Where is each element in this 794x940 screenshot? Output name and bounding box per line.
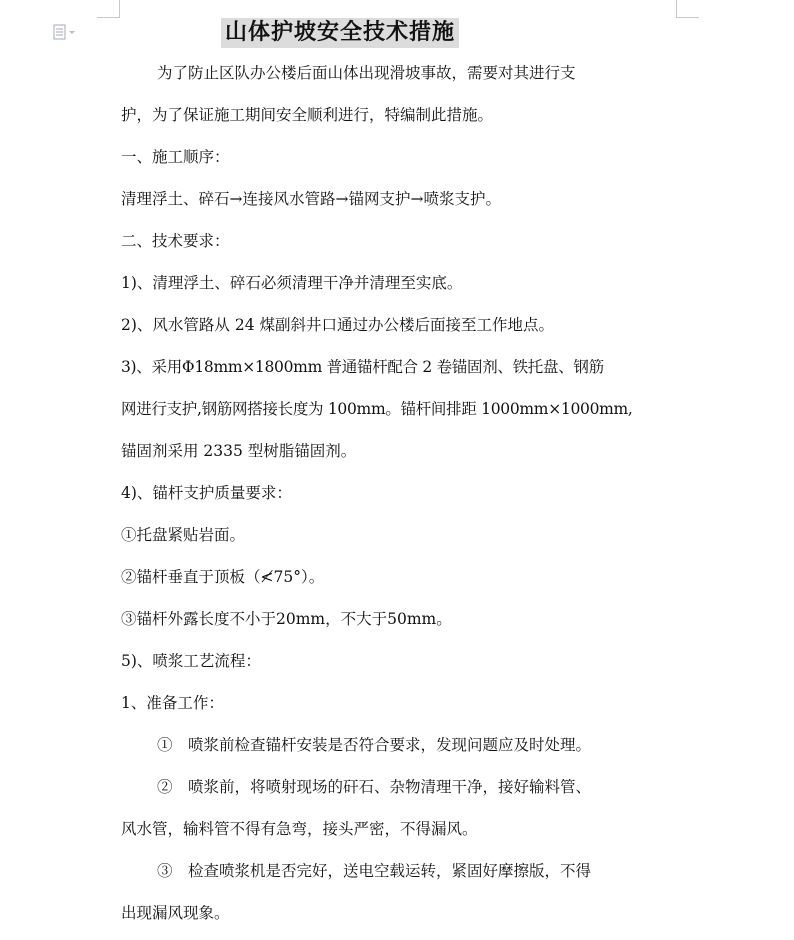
section-heading: 二、技术要求： xyxy=(121,232,230,250)
paragraph-line: 出现漏风现象。 xyxy=(121,904,230,922)
paragraph-line: 清理浮土、碎石→连接风水管路→锚网支护→喷浆支护。 xyxy=(121,190,501,208)
list-item: 4)、锚杆支护质量要求： xyxy=(121,484,292,502)
document-page xyxy=(121,18,681,934)
paragraph-line: 风水管，输料管不得有急弯，接头严密，不得漏风。 xyxy=(121,820,478,838)
list-item: 3)、采用Φ18mm×1800mm 普通锚杆配合 2 卷锚固剂、铁托盘、钢筋 xyxy=(121,358,604,376)
paragraph-line: 网进行支护,钢筋网搭接长度为 100mm。锚杆间排距 1000mm×1000mm, xyxy=(121,400,633,418)
section-heading: 1、准备工作： xyxy=(121,694,224,712)
list-item: ② 喷浆前，将喷射现场的矸石、杂物清理干净，接好输料管、 xyxy=(157,778,592,796)
list-item: 1)、清理浮土、碎石必须清理干净并清理至实底。 xyxy=(121,274,463,292)
page-margin-mark-top-right xyxy=(676,0,699,18)
paragraph-line: 锚固剂采用 2335 型树脂锚固剂。 xyxy=(121,442,357,460)
list-item: ③ 检查喷浆机是否完好，送电空载运转，紧固好摩擦版，不得 xyxy=(157,862,592,880)
list-item: ①托盘紧贴岩面。 xyxy=(121,526,246,544)
list-item: 2)、风水管路从 24 煤副斜井口通过办公楼后面接至工作地点。 xyxy=(121,316,554,334)
page-margin-mark-top-left xyxy=(97,0,120,18)
list-item: 5)、喷浆工艺流程： xyxy=(121,652,261,670)
list-item: ③锚杆外露长度不小于20mm，不大于50mm。 xyxy=(121,610,452,628)
paragraph-line: 为了防止区队办公楼后面山体出现滑坡事故，需要对其进行支 xyxy=(157,64,576,82)
list-item: ②锚杆垂直于顶板（≮75°）。 xyxy=(121,568,325,586)
list-item: ① 喷浆前检查锚杆安装是否符合要求，发现问题应及时处理。 xyxy=(157,736,592,754)
document-title: 山体护坡安全技术措施 xyxy=(221,18,459,48)
section-heading: 一、施工顺序： xyxy=(121,148,230,166)
document-options-icon[interactable] xyxy=(53,24,79,40)
paragraph-line: 护，为了保证施工期间安全顺利进行，特编制此措施。 xyxy=(121,106,494,124)
